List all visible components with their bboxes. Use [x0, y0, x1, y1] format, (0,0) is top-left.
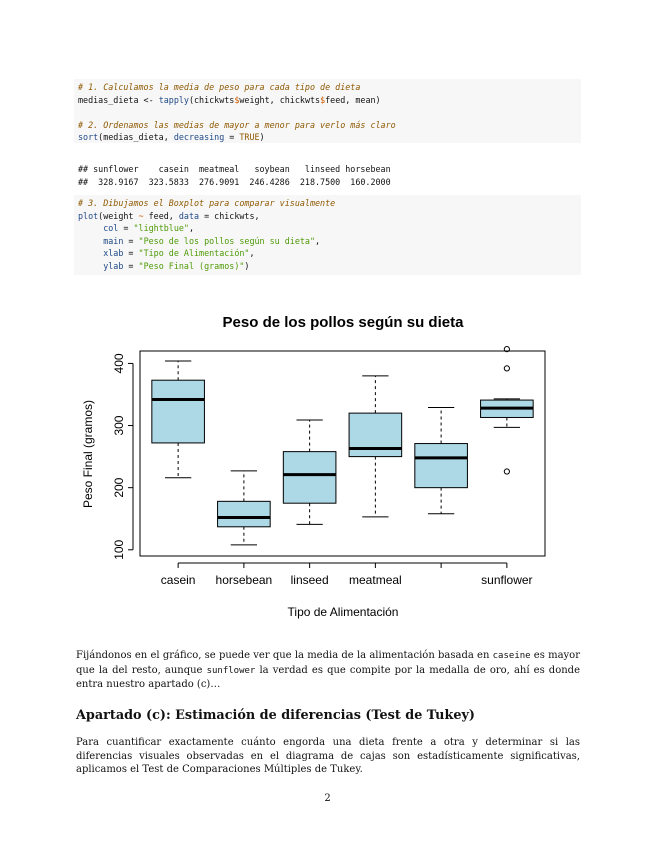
page-number: 2: [324, 793, 331, 804]
x-tick-label: casein: [160, 573, 196, 587]
code-argument: main: [103, 235, 124, 246]
x-tick-label: meatmeal: [349, 573, 402, 587]
code-token: ): [259, 132, 265, 143]
code-token: <-: [138, 94, 159, 105]
code-token: =: [123, 260, 139, 271]
code-constant: TRUE: [239, 132, 260, 143]
x-tick-label: horsebean: [215, 573, 273, 587]
y-tick-label: 200: [112, 477, 126, 498]
code-token: (chickwts: [188, 94, 235, 105]
code-token: =: [118, 223, 134, 234]
box-iqr: [349, 413, 402, 456]
output-line: ## sunflower casein meatmeal soybean linseed horsebean: [78, 164, 391, 174]
code-token: =: [123, 248, 139, 259]
paragraph-text: es mayor que la del resto, aunque: [76, 650, 580, 676]
box-iqr: [218, 501, 271, 526]
code-string: "Peso Final (gramos)": [138, 260, 245, 271]
code-string: "Peso de los pollos según su dieta": [138, 235, 316, 246]
code-comment: # 3. Dibujamos el Boxplot para comparar visualmente: [78, 198, 336, 208]
code-function: sort: [78, 132, 99, 143]
y-tick-label: 100: [112, 539, 126, 560]
chart-title: Peso de los pollos según su dieta: [222, 314, 464, 331]
y-tick-label: 400: [112, 353, 126, 374]
x-tick-label: sunflower: [481, 573, 533, 587]
code-token: feed,: [143, 210, 179, 221]
box-sunflower: [481, 347, 534, 475]
code-token: =: [123, 235, 139, 246]
code-operator: $: [320, 94, 326, 105]
paragraph-interpretation: [76, 649, 580, 692]
code-token: ,: [315, 235, 321, 246]
outlier-point: [504, 469, 509, 474]
section-heading: Apartado (c): Estimación de diferencias (Test de Tukey): [76, 708, 475, 723]
code-token: ,: [249, 248, 255, 259]
code-token: (medias_dieta,: [98, 132, 174, 143]
code-token: =: [199, 210, 215, 221]
code-argument: xlab: [103, 248, 124, 259]
y-axis-label: Peso Final (gramos): [81, 399, 95, 509]
box-meatmeal: [349, 376, 402, 517]
code-argument: ylab: [103, 260, 124, 271]
code-token: medias_dieta: [78, 94, 139, 105]
code-token: ): [244, 260, 250, 271]
inline-code: sunflower: [206, 665, 256, 676]
box-iqr: [152, 380, 205, 443]
code-block-means: [74, 79, 581, 143]
code-comment: # 2. Ordenamos las medias de mayor a menor para verlo más claro: [78, 119, 396, 130]
code-operator: ~: [138, 210, 144, 221]
code-function: tapply: [158, 94, 189, 105]
code-string: "lightblue": [133, 223, 189, 234]
code-token: =: [224, 132, 240, 143]
output-line: ## 328.9167 323.5833 276.9091 246.4286 218.7500 160.2000: [78, 176, 391, 187]
outlier-point: [504, 366, 509, 371]
box-casein: [152, 361, 205, 478]
code-argument: col: [103, 223, 119, 234]
paragraph-tukey: Para cuantificar exactamente cuánto engorda una dieta frente a otra y determinar si las diferencias visuales observadas en el diagrama de cajas son estadísticamente significativas, aplicamos el Test de Comparaciones Múltiples de Tukey.: [76, 737, 580, 776]
code-token: chickwts,: [214, 210, 260, 221]
y-tick-label: 300: [112, 415, 126, 436]
code-token: (weight: [98, 210, 139, 221]
code-operator: $: [234, 94, 240, 105]
code-token: feed, mean): [325, 94, 381, 105]
code-token: weight, chickwts: [239, 94, 321, 105]
paragraph-text: la verdad es que compite por la medalla de oro, ahí es donde entra nuestro apartado (c)…: [76, 664, 580, 691]
code-string: "Tipo de Alimentación": [138, 248, 250, 259]
box-linseed: [283, 420, 336, 524]
code-comment: # 1. Calculamos la media de peso para cada tipo de dieta: [78, 82, 361, 92]
code-token: ,: [188, 223, 195, 234]
x-tick-label: linseed: [290, 573, 329, 587]
code-function: plot: [78, 210, 99, 221]
paragraph-text: Fijándonos en el gráfico, se puede ver que la media de la alimentación basada en: [76, 650, 493, 661]
code-block-boxplot: [74, 195, 581, 275]
inline-code: caseine: [492, 651, 531, 661]
x-axis-label: Tipo de Alimentación: [287, 605, 399, 619]
box-iqr: [415, 444, 468, 488]
code-argument: decreasing: [173, 132, 225, 143]
code-output: [78, 163, 391, 188]
box-iqr: [283, 452, 336, 504]
box-horsebean: [218, 471, 271, 545]
boxplot-chart: [76, 300, 576, 630]
code-argument: data: [178, 210, 200, 221]
box-soybean: [415, 408, 468, 514]
